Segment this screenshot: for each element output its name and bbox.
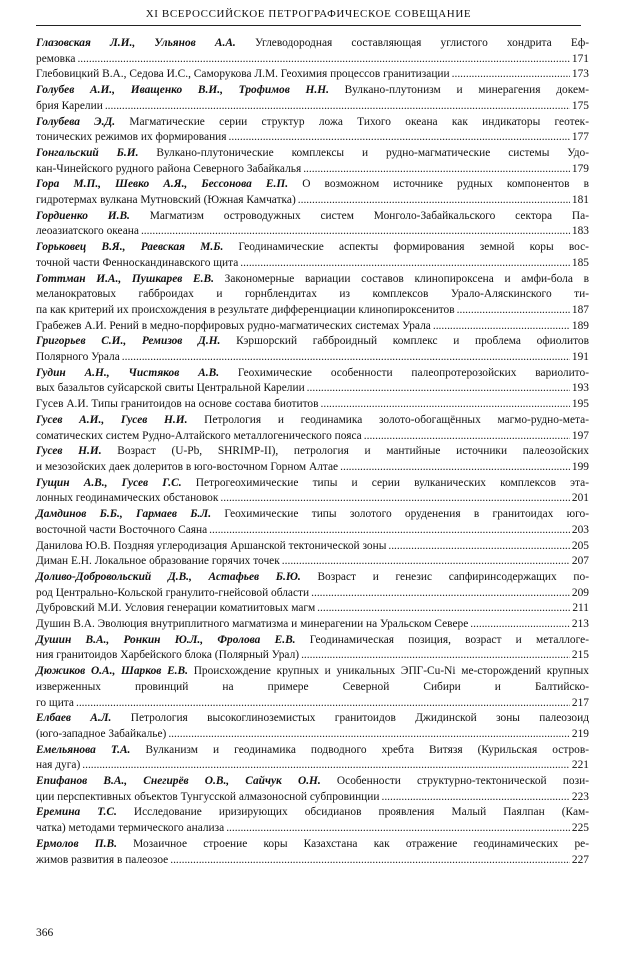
dot-leader xyxy=(340,460,570,476)
entry-title-end: Рений в медно-порфировых рудно-магматических системах Урала xyxy=(106,319,431,332)
entry-page: 193 xyxy=(571,382,589,395)
entry-title-end: го щита xyxy=(36,696,74,709)
entry-page: 175 xyxy=(571,99,589,112)
toc-entry xyxy=(36,570,589,601)
entry-title: Углеводородная составляющая углистого хондрита Еф- xyxy=(235,37,589,49)
entry-page: 195 xyxy=(571,398,589,411)
entry-page: 219 xyxy=(571,727,589,740)
dot-leader xyxy=(220,491,570,507)
entry-page: 181 xyxy=(571,194,589,207)
toc-entry xyxy=(36,617,589,633)
entry-title-end: ная дуга) xyxy=(36,759,81,772)
entry-title: Вулканизм и геодинамика подводного хребта Витязя (Курильская остров- xyxy=(130,743,590,756)
entry-page: 215 xyxy=(571,649,589,662)
entry-authors: Еремина Т.С. xyxy=(36,806,117,819)
entry-title: Особенности структурно-тектонической пози- xyxy=(320,775,589,788)
toc-entry xyxy=(36,319,589,335)
toc-entry xyxy=(36,83,589,114)
toc-entry xyxy=(36,397,589,413)
entry-title: Вулкано-плутонические комплексы и рудно-магматические системы Удо- xyxy=(138,146,589,159)
dot-leader xyxy=(170,853,570,869)
toc-entry xyxy=(36,837,589,868)
dot-leader xyxy=(317,601,570,617)
entry-title-end: кан-Чинейского рудного района Северного Забайкалья xyxy=(36,162,302,175)
entry-title: Кэршорский габброидный комплекс и проблема офиолитов xyxy=(220,335,589,348)
dot-leader xyxy=(226,821,570,837)
dot-leader xyxy=(240,256,570,272)
toc-entry xyxy=(36,711,589,742)
entry-page: 187 xyxy=(571,303,589,316)
entry-page: 207 xyxy=(571,555,589,568)
entry-title: О возможном источнике рудных компонентов в xyxy=(288,178,589,191)
dot-leader xyxy=(311,586,570,602)
toc-entry xyxy=(36,539,589,555)
entry-page: 173 xyxy=(571,68,589,81)
entry-page: 205 xyxy=(571,539,589,552)
entry-authors: Гусев А.И., Гусев Н.И. xyxy=(36,413,188,426)
toc-entry xyxy=(36,67,589,83)
entry-authors: Григорьев С.И., Ремизов Д.Н. xyxy=(36,335,221,348)
entry-page: 221 xyxy=(571,759,589,772)
dot-leader xyxy=(282,554,570,570)
entry-title-end: Полярного Урала xyxy=(36,351,120,364)
entry-title-end: вых базальтов суйсарской свиты Центральной Карелии xyxy=(36,382,305,395)
entry-title: Петрогеохимические типы и серии вулканических комплексов эта- xyxy=(181,476,590,489)
entry-title-end: Геохимия процессов гранитизации xyxy=(277,68,450,81)
entry-page: 211 xyxy=(572,602,589,615)
entry-title-end: гидротермах вулкана Мутновский (Южная Камчатка) xyxy=(36,194,296,207)
entry-authors: Гора М.П., Шевко А.Я., Бессонова Е.П. xyxy=(36,178,289,191)
dot-leader xyxy=(229,130,570,146)
entry-title-end: род Центрально-Кольской гранулито-гнейсовой области xyxy=(36,586,310,599)
entry-authors: Гусев Н.И. xyxy=(36,445,102,458)
entry-title: Петрология и геодинамика золото-обогащённых магмо-рудно-мета- xyxy=(187,413,589,426)
entry-authors: Диман Е.Н. xyxy=(36,555,92,568)
entry-title: Вулкано-плутонизм и минерагения докем- xyxy=(328,84,590,97)
header-rule xyxy=(36,25,581,26)
dot-leader xyxy=(457,303,570,319)
entry-page: 191 xyxy=(571,351,589,364)
entry-title-end: ремовка xyxy=(36,52,76,65)
entry-authors: Гордиенко И.В. xyxy=(36,209,130,222)
entry-page: 177 xyxy=(571,131,589,144)
entry-page: 201 xyxy=(571,492,589,505)
toc-entry xyxy=(36,272,589,319)
entry-page: 185 xyxy=(571,256,589,269)
entry-authors: Голубев А.И., Иващенко В.И., Трофимов Н.Н. xyxy=(36,84,329,97)
toc-entry xyxy=(36,507,589,538)
dot-leader xyxy=(301,648,570,664)
entry-title-end: Условия генерации коматиитовых магм xyxy=(121,602,316,615)
dot-leader xyxy=(388,539,570,555)
entry-title-end: и мезозойских даек долеритов в юго-восточном Горном Алтае xyxy=(36,460,339,473)
toc-entry xyxy=(36,774,589,805)
toc-entry xyxy=(36,601,589,617)
entry-authors: Гудин А.Н., Чистяков А.В. xyxy=(36,366,220,379)
entry-authors: Ермолов П.В. xyxy=(36,837,117,850)
dot-leader xyxy=(141,224,570,240)
entry-title-end: па как критерий их происхождения в результате дифференциации клинопироксенитов xyxy=(36,303,455,316)
entry-authors: Голубева Э.Д. xyxy=(36,115,116,128)
entry-page: 171 xyxy=(571,52,589,65)
dot-leader xyxy=(209,523,570,539)
entry-authors: Душин В.А. xyxy=(36,618,95,631)
toc-entry xyxy=(36,444,589,475)
entry-title-end: ния гранитоидов Харбейского блока (Полярный Урал) xyxy=(36,649,300,662)
entry-authors: Грабежев А.И. xyxy=(36,319,107,332)
entry-title: Геодинамические аспекты формирования земной коры вос- xyxy=(223,241,589,254)
entry-title-end: точной части Фенноскандинавского щита xyxy=(36,256,239,269)
entry-title: Возраст и генезис сапфиринсодержащих по- xyxy=(300,570,589,583)
entry-authors: Горьковец В.Я., Раевская М.Б. xyxy=(36,241,224,254)
entry-title: Мозаичное строение коры Казахстана как отражение геодинамических ре- xyxy=(116,837,589,850)
entry-page: 209 xyxy=(571,586,589,599)
entry-page: 225 xyxy=(571,822,589,835)
dot-leader xyxy=(433,319,570,335)
entry-title-end: ции перспективных объектов Тунгусской алмазоносной субпровинции xyxy=(36,790,380,803)
entry-page: 213 xyxy=(571,618,589,631)
entry-title: Происхождение крупных и уникальных ЭПГ-Cu-Ni ме-сторождений крупных изверженных провинций на примере Северной Сибири и Балтийско- xyxy=(36,665,590,693)
entry-title: Закономерные вариации составов клинопироксена и амфи-бола в меланократовых габброидах и горнблендитах из комплексов Урало-Аляскинского ти- xyxy=(36,272,589,301)
entry-page: 217 xyxy=(571,696,589,709)
dot-leader xyxy=(298,193,570,209)
entry-title-end: Локальное образование горячих точек xyxy=(91,555,280,568)
entry-title-end: Типы гранитоидов на основе состава биотитов xyxy=(88,398,319,411)
entry-authors: Доливо-Добровольский Д.В., Астафьев Б.Ю. xyxy=(36,570,301,583)
entry-page: 223 xyxy=(571,790,589,803)
entry-title-end: восточной части Восточного Саяна xyxy=(36,523,208,536)
entry-title-end: Эволюция внутриплитного магматизма и минерагении на Уральском Севере xyxy=(94,618,469,631)
entry-authors: Емельянова Т.А. xyxy=(36,743,131,756)
dot-leader xyxy=(122,350,570,366)
dot-leader xyxy=(364,429,570,445)
toc-entry xyxy=(36,664,589,711)
entry-title-end: лонных геодинамических обстановок xyxy=(36,492,219,505)
entry-title-end: (юго-западное Забайкалье) xyxy=(36,727,167,740)
entry-page: 199 xyxy=(571,460,589,473)
dot-leader xyxy=(381,790,569,806)
dot-leader xyxy=(168,727,570,743)
entry-title: Возраст (U-Pb, SHRIMP-II), петрология и мантийные источники палеозойских xyxy=(101,445,590,458)
entry-title: Магматические серии структур ложа Тихого океана как индикаторы геотек- xyxy=(115,115,589,128)
entry-authors: Дубровский М.И. xyxy=(36,602,122,615)
entry-title-end: Поздняя углеродизация Аршанской тектонической зоны xyxy=(110,539,387,552)
entry-authors: Глазовская Л.И., Ульянов А.А. xyxy=(36,37,236,49)
entry-authors: Душин В.А., Ронкин Ю.Л., Фролова Е.В. xyxy=(36,633,296,646)
toc-entry xyxy=(36,240,589,271)
dot-leader xyxy=(321,397,570,413)
entry-title-end: леоазиатского океана xyxy=(36,225,139,238)
entry-authors: Елбаев А.Л. xyxy=(36,712,112,725)
page-number: 366 xyxy=(36,927,54,939)
entry-page: 197 xyxy=(571,429,589,442)
entry-title: Магматизм островодужных систем Монголо-Забайкальского сектора Па- xyxy=(129,209,589,222)
entry-page: 203 xyxy=(571,523,589,536)
entry-authors: Данилова Ю.В. xyxy=(36,539,111,552)
entry-authors: Глебовицкий В.А., Седова И.С., Саморукова Л.М. xyxy=(36,68,278,81)
toc-entry xyxy=(36,36,589,67)
entry-page: 183 xyxy=(571,225,589,238)
entry-title-end: чатка) методами термического анализа xyxy=(36,822,225,835)
toc-entry xyxy=(36,476,589,507)
entry-title: Петрология высокоглиноземистых гранитоидов Джидинской зоны палеозоид xyxy=(111,712,589,725)
toc-entry xyxy=(36,177,589,208)
toc-entry xyxy=(36,413,589,444)
dot-leader xyxy=(470,617,570,633)
toc-entry xyxy=(36,805,589,836)
entry-authors: Гущин А.В., Гусев Г.С. xyxy=(36,476,182,489)
dot-leader xyxy=(303,162,570,178)
entry-authors: Гусев А.И. xyxy=(36,398,89,411)
entry-title-end: брия Карелии xyxy=(36,99,103,112)
dot-leader xyxy=(82,758,570,774)
entry-authors: Готтман И.А., Пушкарев Е.В. xyxy=(36,272,214,285)
entry-authors: Дамдинов Б.Б., Гармаев Б.Л. xyxy=(36,508,212,521)
entry-title: Геохимические типы золотого оруденения в гранитоидах юго- xyxy=(211,508,589,521)
running-header: XI ВСЕРОССИЙСКОЕ ПЕТРОГРАФИЧЕСКОЕ СОВЕЩАНИЕ xyxy=(145,8,472,20)
toc-entry xyxy=(36,115,589,146)
dot-leader xyxy=(77,52,569,68)
toc-entry xyxy=(36,334,589,365)
entry-authors: Епифанов В.А., Снегирёв О.В., Сайчук О.Н. xyxy=(36,775,321,788)
toc-entry xyxy=(36,366,589,397)
dot-leader xyxy=(76,696,570,712)
entry-title-end: тонических режимов их формирования xyxy=(36,131,227,144)
entry-authors: Гонгальский Б.И. xyxy=(36,146,139,159)
entry-title-end: соматических систем Рудно-Алтайского металлогенического пояса xyxy=(36,429,362,442)
dot-leader xyxy=(307,381,570,397)
entry-page: 189 xyxy=(571,319,589,332)
toc-entry xyxy=(36,209,589,240)
dot-leader xyxy=(452,67,570,83)
toc-entry xyxy=(36,743,589,774)
entry-title: Геохимические особенности палеопротерозойских вариолито- xyxy=(219,366,589,379)
entry-title-end: жимов развития в палеозое xyxy=(36,853,169,866)
toc-entry xyxy=(36,554,589,570)
entry-page: 227 xyxy=(571,853,589,866)
entry-authors: Дюжиков О.А., Шарков Е.В. xyxy=(36,665,188,678)
entry-title: Геодинамическая позиция, возраст и металлоге- xyxy=(295,633,589,646)
entry-page: 179 xyxy=(571,162,589,175)
toc-entries xyxy=(36,36,589,868)
toc-entry xyxy=(36,633,589,664)
entry-title: Исследование иризирующих обсидианов проявления Малый Паялпан (Кам- xyxy=(116,806,590,819)
toc-entry xyxy=(36,146,589,177)
dot-leader xyxy=(105,99,570,115)
